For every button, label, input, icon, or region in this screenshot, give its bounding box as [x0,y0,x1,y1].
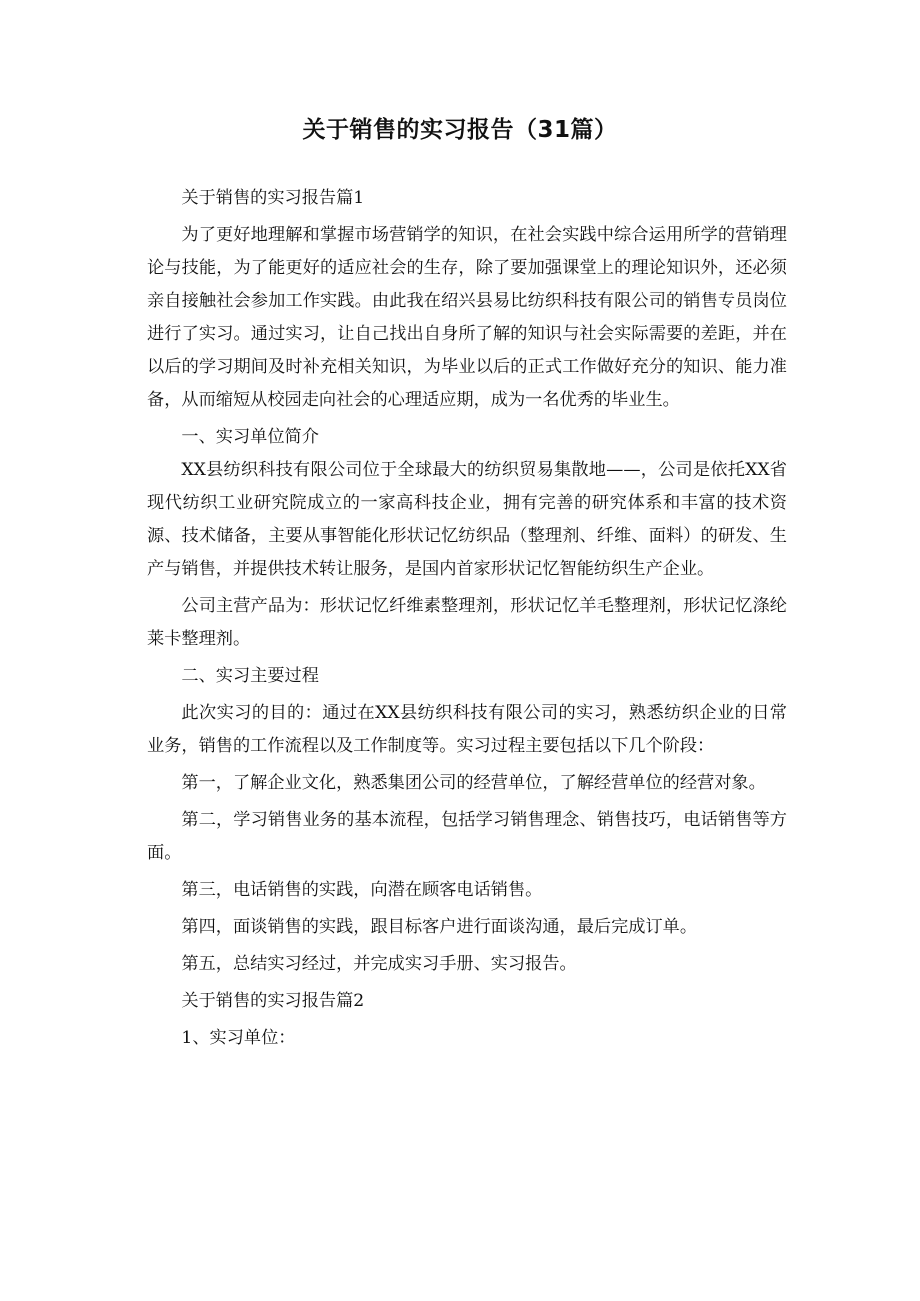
paragraph-internship-purpose: 此次实习的目的：通过在XX县纺织科技有限公司的实习，熟悉纺织企业的日常业务，销售的工作流程以及工作制度等。实习过程主要包括以下几个阶段： [147,703,787,756]
paragraph-internship-unit: 1、实习单位： [181,1028,296,1048]
paragraph-stage-4: 第四，面谈销售的实践，跟目标客户进行面谈沟通，最后完成订单。 [181,917,698,937]
paragraph-intro: 为了更好地理解和掌握市场营销学的知识，在社会实践中综合运用所学的营销理论与技能，为了能更好的适应社会的生存，除了要加强课堂上的理论知识外，还必须亲自接触社会参加工作实践。由此我在绍兴县易比纺织科技有限公司的销售专员岗位进行了实习。通过实习，让自己找出自身所了解的知识与社会实际需要的差距，并在以后的学习期间及时补充相关知识，为毕业以后的正式工作做好充分的知识、能力准备，从而缩短从校园走向社会的心理适应期，成为一名优秀的毕业生。 [147,225,787,410]
paragraph-stage-1: 第一，了解企业文化，熟悉集团公司的经营单位，了解经营单位的经营对象。 [181,773,766,793]
paragraph-heading-internship-process: 二、实习主要过程 [181,666,319,686]
paragraph-stage-5: 第五，总结实习经过，并完成实习手册、实习报告。 [181,954,577,974]
document-title: 关于销售的实习报告（31篇） [302,117,618,143]
document-body [147,182,787,1059]
paragraph-stage-2: 第二，学习销售业务的基本流程，包括学习销售理念、销售技巧，电话销售等方面。 [147,810,787,863]
paragraph-stage-3: 第三，电话销售的实践，向潜在顾客电话销售。 [181,880,543,900]
paragraph-heading-company-profile: 一、实习单位简介 [181,427,319,447]
paragraph-main-products: 公司主营产品为：形状记忆纤维素整理剂，形状记忆羊毛整理剂，形状记忆涤纶莱卡整理剂。 [147,596,787,649]
paragraph-section-heading-1: 关于销售的实习报告篇1 [181,188,365,208]
paragraph-section-heading-2: 关于销售的实习报告篇2 [181,991,365,1011]
paragraph-company-profile: XX县纺织科技有限公司位于全球最大的纺织贸易集散地——，公司是依托XX省现代纺织工业研究院成立的一家高科技企业，拥有完善的研究体系和丰富的技术资源、技术储备，主要从事智能化形状记忆纺织品（整理剂、纤维、面料）的研发、生产与销售，并提供技术转让服务，是国内首家形状记忆智能纺织生产企业。 [147,460,787,579]
